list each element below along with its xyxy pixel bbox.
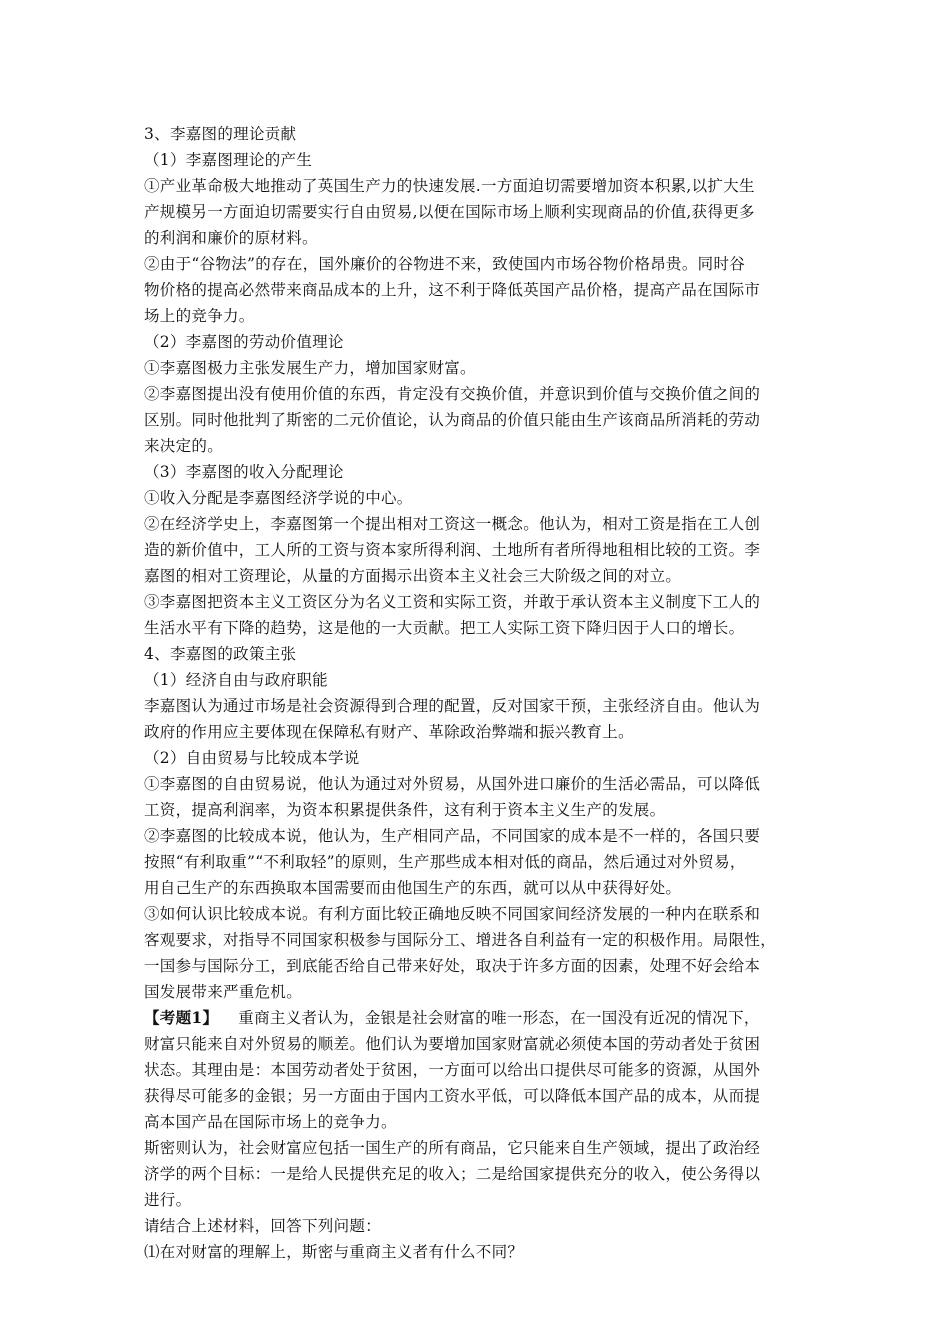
text-line: 产规模另一方面迫切需要实行自由贸易,以便在国际市场上顺利实现商品的价值,获得更多 [144,203,755,221]
text-line: 重商主义者认为，金银是社会财富的唯一形态，在一国没有近况的情况下， [238,1009,760,1027]
text-line: ①李嘉图极力主张发展生产力，增加国家财富。 [144,359,476,377]
text-line: 高本国产品在国际市场上的竞争力。 [144,1113,397,1131]
text-line: ②在经济学史上，李嘉图第一个提出相对工资这一概念。他认为，相对工资是指在工人创 [144,515,761,533]
text-line: ①产业革命极大地推动了英国生产力的快速发展.一方面迫切需要增加资本积累,以扩大生 [144,177,755,195]
text-line: 按照“有利取重”“不利取轻”的原则，生产那些成本相对低的商品，然后通过对外贸易， [144,853,746,871]
subsection-heading-3-2 [144,329,814,355]
text-line: 4、李嘉图的政策主张 [144,645,297,663]
subsection-heading-4-2 [144,745,814,771]
section-heading-3 [144,121,814,147]
paragraph-relative-wages [144,511,814,589]
text-line: （3）李嘉图的收入分配理论 [144,463,344,481]
text-line: ②李嘉图提出没有使用价值的东西，肯定没有交换价值，并意识到价值与交换价值之间的 [144,385,761,403]
text-line: 物价格的提高必然带来商品成本的上升，这不利于降低英国产品价格，提高产品在国际市 [144,281,761,299]
text-line: ③李嘉图把资本主义工资区分为名义工资和实际工资，并敢于承认资本主义制度下工人的 [144,593,761,611]
text-line: 获得尽可能多的金银；另一方面由于国内工资水平低，可以降低本国产品的成本，从而提 [144,1087,761,1105]
paragraph-nominal-real-wages [144,589,814,641]
paragraph-smith-view [144,1135,814,1213]
subsection-heading-3-3 [144,459,814,485]
paragraph-economic-freedom [144,693,814,745]
paragraph-corn-law [144,251,814,329]
paragraph-distribution-center [144,485,814,511]
text-line: 请结合上述材料，回答下列问题： [144,1217,382,1235]
text-line: 李嘉图认为通过市场是社会资源得到合理的配置，反对国家干预，主张经济自由。他认为 [144,697,761,715]
text-line: ②李嘉图的比较成本说，他认为，生产相同产品，不同国家的成本是不一样的，各国只要 [144,827,761,845]
text-line: 场上的竞争力。 [144,307,255,325]
text-line: 工资，提高利润率，为资本积累提供条件，这有利于资本主义生产的发展。 [144,801,666,819]
exam-question-block [144,1005,814,1135]
exam-question-1 [144,1239,814,1265]
text-line: 用自己生产的东西换取本国需要而由他国生产的东西，就可以从中获得好处。 [144,879,682,897]
text-line: ②由于“谷物法”的存在，国外廉价的谷物进不来，致使国内市场谷物价格昂贵。同时谷 [144,255,746,273]
text-line: 造的新价值中，工人所的工资与资本家所得利润、土地所有者所得地租相比较的工资。李 [144,541,761,559]
text-line: 生活水平有下降的趋势，这是他的一大贡献。把工人实际工资下降归因于人口的增长。 [144,619,745,637]
exam-prompt [144,1213,814,1239]
text-line: 的利润和廉价的原材料。 [144,229,318,247]
exam-label: 【考题1】 [144,1008,219,1027]
subsection-heading-3-1 [144,147,814,173]
text-line: （2）自由贸易与比较成本学说 [144,749,360,767]
text-line: 来决定的。 [144,437,224,455]
paragraph-value-theory [144,381,814,459]
text-line: （1）李嘉图理论的产生 [144,151,313,169]
text-line: 斯密则认为，社会财富应包括一国生产的所有商品，它只能来自生产领域，提出了政治经 [144,1139,761,1157]
paragraph-comparative-cost-evaluation [144,901,814,1005]
exam-first-line [144,1005,814,1031]
text-line: 状态。其理由是：本国劳动者处于贫困，一方面可以给出口提供尽可能多的资源，从国外 [144,1061,761,1079]
document-page [144,121,814,1265]
text-line: （2）李嘉图的劳动价值理论 [144,333,344,351]
text-line: （1）经济自由与政府职能 [144,671,328,689]
text-line: ③如何认识比较成本说。有利方面比较正确地反映不同国家间经济发展的一种内在联系和 [144,905,761,923]
text-line: 财富只能来自对外贸易的顺差。他们认为要增加国家财富就必须使本国的劳动者处于贫困 [144,1035,761,1053]
paragraph-industrial-revolution [144,173,814,251]
text-line: 一国参与国际分工，到底能否给自己带来好处，取决于许多方面的因素，处理不好会给本 [144,957,761,975]
text-line: ①收入分配是李嘉图经济学说的中心。 [144,489,413,507]
text-line: ①李嘉图的自由贸易说，他认为通过对外贸易，从国外进口廉价的生活必需品，可以降低 [144,775,761,793]
text-line: 政府的作用应主要体现在保障私有财产、革除政治弊端和振兴教育上。 [144,723,634,741]
paragraph-comparative-cost [144,823,814,901]
text-line: 客观要求，对指导不同国家积极参与国际分工、增进各自利益有一定的积极作用。局限性， [144,931,777,949]
text-line: 国发展带来严重危机。 [144,983,303,1001]
paragraph-free-trade [144,771,814,823]
text-line: 济学的两个目标：一是给人民提供充足的收入；二是给国家提供充分的收入，使公务得以 [144,1165,761,1183]
text-line: 嘉图的相对工资理论，从量的方面揭示出资本主义社会三大阶级之间的对立。 [144,567,682,585]
text-line: 3、李嘉图的理论贡献 [144,125,297,143]
text-line: 区别。同时他批判了斯密的二元价值论，认为商品的价值只能由生产该商品所消耗的劳动 [144,411,761,429]
text-line: 进行。 [144,1191,192,1209]
subsection-heading-4-1 [144,667,814,693]
section-heading-4 [144,641,814,667]
paragraph-productivity [144,355,814,381]
text-line: ⑴在对财富的理解上，斯密与重商主义者有什么不同？ [144,1243,524,1261]
